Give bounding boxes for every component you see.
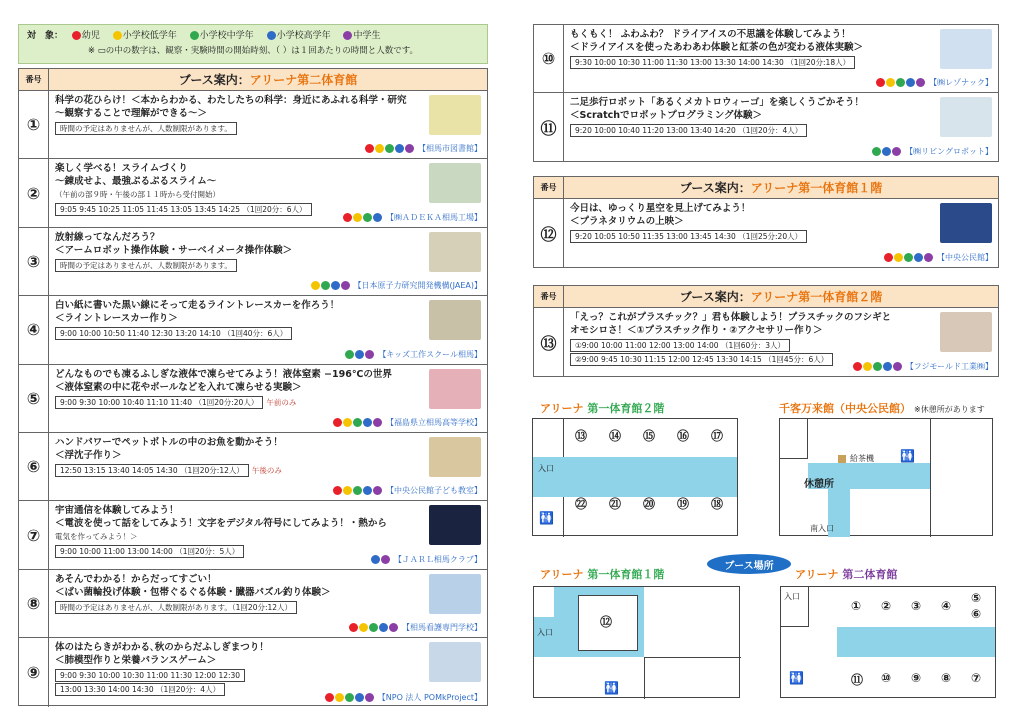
booth-5: ⑤ xyxy=(971,591,982,605)
target-dots xyxy=(371,555,391,564)
room xyxy=(644,657,741,699)
booth-22: ㉒ xyxy=(575,497,588,511)
target-dot-icon xyxy=(914,253,923,262)
legend-item-junior-high: 中学生 xyxy=(343,31,380,41)
target-dots xyxy=(349,623,399,632)
booth-time: 9:00 9:30 10:00 10:30 11:00 11:30 12:00 12:30 xyxy=(55,669,245,682)
booth-18: ⑱ xyxy=(711,497,724,511)
target-dots xyxy=(884,253,934,262)
booth-number: ⑥ xyxy=(19,433,49,500)
target-dot-icon xyxy=(886,78,895,87)
booth-7: ⑦ xyxy=(971,671,982,685)
booth-12: ⑫ xyxy=(600,615,613,629)
booth-number: ⑩ xyxy=(534,25,564,92)
booth-21: ㉑ xyxy=(609,497,622,511)
target-dot-icon xyxy=(904,253,913,262)
booth-organizer: 【NPO 法人 POMkProject】 xyxy=(325,691,482,704)
target-dot-icon xyxy=(343,213,352,222)
booth-row xyxy=(534,308,998,376)
booth-row xyxy=(19,638,487,706)
booth-subtitle: ～観察することで理解ができる～＞ xyxy=(55,108,208,119)
booth-photo xyxy=(940,29,992,69)
booth-number: ⑨ xyxy=(19,638,49,706)
legend-row xyxy=(27,29,479,44)
target-dot-icon xyxy=(333,486,342,495)
target-dot-icon xyxy=(321,281,330,290)
target-dot-icon xyxy=(353,213,362,222)
booth-row xyxy=(19,159,487,227)
booth-title: もくもく！ ふわふわ？ ドライアイスの不思議を体験してみよう！ xyxy=(570,29,851,40)
target-legend xyxy=(18,24,488,64)
booth-number: ⑧ xyxy=(19,570,49,637)
target-dot-icon xyxy=(355,350,364,359)
booth-number: ⑦ xyxy=(19,501,49,568)
booth-row xyxy=(19,91,487,159)
target-dot-icon xyxy=(873,362,882,371)
booth-photo xyxy=(429,95,481,135)
arena1-2f-booth-table xyxy=(533,285,999,377)
booth-time: 時間の予定はありませんが、人数制限があります。（1回20分:12人） xyxy=(55,601,297,614)
target-dot-icon xyxy=(405,144,414,153)
booth-16: ⑯ xyxy=(677,429,690,443)
table-header xyxy=(534,177,998,199)
booth-body xyxy=(49,638,487,706)
booth-organizer: 【㈱レゾナック】 xyxy=(876,76,993,89)
green-dot-icon xyxy=(190,31,199,40)
table-title: ブース案内： アリーナ第一体育館２階 xyxy=(679,290,883,304)
booth-time: ①9:00 10:00 11:00 12:00 13:00 14:00 （1回60分：3人） xyxy=(570,339,790,352)
booth-title: 白い紙に書いた黒い線にそって走るライントレースカーを作ろう！ xyxy=(55,300,340,312)
target-dots xyxy=(876,78,926,87)
booth-subtitle: ＜液体窒素の中に花やボールなどを入れて凍らせる実験＞ xyxy=(55,381,302,393)
booth-17: ⑰ xyxy=(711,429,724,443)
target-dots xyxy=(872,147,902,156)
booth-organizer: 【キッズ工作スクール相馬】 xyxy=(345,348,482,361)
booth-body xyxy=(49,365,487,432)
target-dot-icon xyxy=(896,78,905,87)
target-dot-icon xyxy=(341,281,350,290)
map-chikyaku xyxy=(779,418,993,536)
booth-2: ② xyxy=(881,599,892,613)
number-header: 番号 xyxy=(534,286,564,307)
booth-11: ⑪ xyxy=(851,673,864,687)
booth-time: 9:20 10:05 10:50 11:35 13:00 13:45 14:30 （1回25分:20人） xyxy=(570,230,807,243)
booth-body xyxy=(49,228,487,295)
booth-time: 12:50 13:15 13:40 14:05 14:30 （1回20分:12人） xyxy=(55,464,249,477)
map-arena1-1f xyxy=(533,586,740,698)
booth-row xyxy=(19,570,487,638)
target-dot-icon xyxy=(882,147,891,156)
target-dot-icon xyxy=(343,418,352,427)
target-dot-icon xyxy=(331,281,340,290)
booth-photo xyxy=(429,505,481,545)
booth-organizer: 【中央公民館】 xyxy=(884,251,993,264)
booth-subtitle: ＜浮沈子作り＞ xyxy=(55,449,122,461)
blue-dot-icon xyxy=(267,31,276,40)
target-dot-icon xyxy=(906,78,915,87)
table-title: ブース案内： アリーナ第一体育館１階 xyxy=(679,181,883,195)
booth-photo xyxy=(940,97,992,137)
booth-row xyxy=(534,93,998,161)
target-dot-icon xyxy=(395,144,404,153)
booth-number: ⑤ xyxy=(19,365,49,432)
target-dot-icon xyxy=(375,144,384,153)
target-dot-icon xyxy=(333,418,342,427)
target-dot-icon xyxy=(373,486,382,495)
booth-note: 電気を作ってみよう！＞ xyxy=(55,532,138,542)
booth-title: 宇宙通信を体験してみよう！ xyxy=(55,505,179,517)
yellow-dot-icon xyxy=(113,31,122,40)
booth-organizer: 【福島県立相馬高等学校】 xyxy=(333,416,482,429)
room-divider xyxy=(563,419,564,457)
restroom-icon: 🚻 xyxy=(604,681,619,695)
booth-photo xyxy=(429,437,481,477)
booth-title: 科学の花ひらけ！＜本からわかる、わたしたちの科学：身近にあふれる科学・研究 xyxy=(55,95,407,106)
booth-photo xyxy=(429,300,481,340)
target-dot-icon xyxy=(853,362,862,371)
booth-title: 体のはたらきがわかる､秋のからだふしぎまつり！ xyxy=(55,642,269,654)
room xyxy=(930,419,994,537)
booth-time-note: 午前のみ xyxy=(266,397,297,407)
booth-number: ② xyxy=(19,159,49,226)
booth-row xyxy=(19,365,487,433)
booth-subtitle: ＜ばい菌輪投げ体験・包帯ぐるぐる体験・臓器パズル釣り体験＞ xyxy=(55,586,331,598)
booth-19: ⑲ xyxy=(677,497,690,511)
target-dots xyxy=(343,213,383,222)
target-dots xyxy=(311,281,351,290)
booth-time: 時間の予定はありませんが、人数制限があります。 xyxy=(55,122,237,135)
corridor xyxy=(837,627,995,657)
number-header: 番号 xyxy=(534,177,564,198)
booth-number: ⑫ xyxy=(534,199,564,267)
booth-time-note: 午後のみ xyxy=(251,465,282,475)
booth-title: 二足歩行ロボット「あるくメカトロウィーゴ」を楽しくうごかそう！ xyxy=(570,97,864,108)
booth-row xyxy=(19,433,487,501)
booth-time: 9:00 10:00 10:50 11:40 12:30 13:20 14:10 （1回40分：6人） xyxy=(55,327,292,340)
booth-title: 「えっ？これがプラスチック？」君も体験しよう！プラスチックのフシギと xyxy=(570,312,892,323)
booth-body xyxy=(564,25,998,92)
booth-number: ⑪ xyxy=(534,93,564,161)
legend-label: 対 象： xyxy=(27,31,64,41)
target-dot-icon xyxy=(916,78,925,87)
booth-title: 楽しく学べる！スライムづくり xyxy=(55,163,188,175)
booth-body xyxy=(564,199,998,267)
map-title-arena2: アリーナ 第二体育館 xyxy=(795,568,898,581)
booth-row xyxy=(534,199,998,267)
target-dot-icon xyxy=(345,350,354,359)
booth-time: 9:30 10:00 10:30 11:00 11:30 13:00 13:30 14:00 14:30 （1回20分:18人） xyxy=(570,56,855,69)
legend-item-upper-elem: 小学校高学年 xyxy=(267,31,331,41)
target-dot-icon xyxy=(365,693,374,702)
target-dot-icon xyxy=(365,350,374,359)
booth-9: ⑨ xyxy=(911,671,922,685)
target-dot-icon xyxy=(335,693,344,702)
booth-body xyxy=(564,93,998,161)
target-dot-icon xyxy=(363,418,372,427)
rest-area-label: 休憩所 xyxy=(804,479,834,490)
booth-subtitle: ＜ライントレースカー作り＞ xyxy=(55,313,178,325)
restroom-icon: 🚻 xyxy=(900,449,915,463)
corridor xyxy=(533,457,737,497)
booth-15: ⑮ xyxy=(643,429,656,443)
target-dot-icon xyxy=(371,555,380,564)
target-dot-icon xyxy=(365,144,374,153)
booth-organizer: 【相馬看護専門学校】 xyxy=(349,621,482,634)
booth-3: ③ xyxy=(911,599,922,613)
booth-location-label: ブース場所 xyxy=(707,554,791,574)
target-dot-icon xyxy=(924,253,933,262)
arena1-1f-booth-table xyxy=(533,176,999,268)
booth-20: ⑳ xyxy=(643,497,656,511)
booth-row xyxy=(19,501,487,569)
room xyxy=(780,419,808,459)
target-dot-icon xyxy=(872,147,881,156)
target-dots xyxy=(325,693,375,702)
booth-10: ⑩ xyxy=(881,671,892,685)
table-header xyxy=(19,69,487,91)
booth-photo xyxy=(940,312,992,352)
table-title: ブース案内： アリーナ第二体育館 xyxy=(178,73,358,87)
booth-photo xyxy=(429,232,481,272)
booth-body xyxy=(49,91,487,158)
purple-dot-icon xyxy=(343,31,352,40)
booth-organizer: 【ＪＡＲＬ相馬クラブ】 xyxy=(371,553,482,566)
booth-13: ⑬ xyxy=(575,429,588,443)
target-dot-icon xyxy=(345,693,354,702)
legend-item-toddler: 幼児 xyxy=(72,31,100,41)
booth-1: ① xyxy=(851,599,862,613)
booth-title: ハンドパワーでペットボトルの中のお魚を動かそう！ xyxy=(55,436,283,448)
booth-row xyxy=(534,25,998,93)
table-header xyxy=(534,286,998,308)
booth-organizer: 【フジモールド工業㈱】 xyxy=(853,360,993,373)
map-title-arena1-2f: アリーナ 第一体育館２階 xyxy=(540,402,665,415)
target-dot-icon xyxy=(325,693,334,702)
booth-subtitle: ＜ドライアイスを使ったあわあわ体験と紅茶の色が変わる液体実験＞ xyxy=(570,42,863,53)
target-dot-icon xyxy=(369,623,378,632)
booth-body xyxy=(49,501,487,568)
restroom-icon: 🚻 xyxy=(539,511,554,525)
booth-8: ⑧ xyxy=(941,671,952,685)
booth-title: あそんでわかる！からだってすごい！ xyxy=(55,573,217,585)
booth-time-2: ②9:00 9:45 10:30 11:15 12:00 12:45 13:30 14:15 （1回45分：6人） xyxy=(570,353,833,366)
target-dot-icon xyxy=(876,78,885,87)
target-dot-icon xyxy=(381,555,390,564)
booth-photo xyxy=(429,369,481,409)
legend-note: ※ ▭の中の数字は、観察・実験時間の開始時刻、（ ）は１回あたりの時間と人数です。 xyxy=(87,46,419,56)
booth-title: 今日は、ゆっくり星空を見上げてみよう！ xyxy=(570,203,751,214)
booth-subtitle: ＜肺模型作りと栄養バランスゲーム＞ xyxy=(55,655,217,667)
target-dot-icon xyxy=(349,623,358,632)
booth-6: ⑥ xyxy=(971,607,982,621)
room-divider xyxy=(563,497,564,537)
booth-body xyxy=(49,433,487,500)
booth-subtitle: ＜プラネタリウムの上映＞ xyxy=(570,216,684,227)
target-dot-icon xyxy=(863,362,872,371)
booth-body xyxy=(49,159,487,226)
target-dots xyxy=(345,350,375,359)
booth-body xyxy=(564,308,998,376)
legend-item-mid-elem: 小学校中学年 xyxy=(190,31,254,41)
booth-body xyxy=(49,296,487,363)
target-dots xyxy=(333,486,383,495)
entrance-label: 入口 xyxy=(784,592,800,601)
red-dot-icon xyxy=(72,31,81,40)
booth-body xyxy=(49,570,487,637)
restroom-icon: 🚻 xyxy=(789,671,804,685)
south-entrance-label: 南入口 xyxy=(810,524,834,533)
tea-machine-label: 給茶機 xyxy=(850,454,874,463)
booth-subtitle: ＜電波を使って話をしてみよう！文字をデジタル符号にしてみよう！・熱から xyxy=(55,518,387,530)
booth-note: （午前の部９時・午後の部１１時から受付開始） xyxy=(55,190,220,200)
target-dot-icon xyxy=(373,213,382,222)
booth-row xyxy=(19,228,487,296)
target-dot-icon xyxy=(389,623,398,632)
target-dot-icon xyxy=(353,418,362,427)
target-dot-icon xyxy=(355,693,364,702)
booth-organizer: 【相馬市図書館】 xyxy=(365,142,482,155)
entrance-label: 入口 xyxy=(538,464,554,473)
booth-table-10-11 xyxy=(533,24,999,162)
booth-number: ① xyxy=(19,91,49,158)
tea-machine-icon xyxy=(838,455,846,463)
target-dot-icon xyxy=(884,253,893,262)
target-dots xyxy=(333,418,383,427)
booth-organizer: 【中央公民館子ども教室】 xyxy=(333,484,482,497)
booth-subtitle: ＜Scratchでロボットプログラミング体験＞ xyxy=(570,110,763,121)
target-dot-icon xyxy=(385,144,394,153)
entrance-label: 入口 xyxy=(537,628,553,637)
map-arena1-2f xyxy=(532,418,738,536)
booth-number: ⑬ xyxy=(534,308,564,376)
map-title-arena1-1f: アリーナ 第一体育館１階 xyxy=(540,568,665,581)
target-dot-icon xyxy=(894,253,903,262)
number-header: 番号 xyxy=(19,69,49,90)
map-arena2 xyxy=(780,586,996,698)
target-dot-icon xyxy=(379,623,388,632)
booth-number: ③ xyxy=(19,228,49,295)
booth-time: 9:00 9:30 10:00 10:40 11:10 11:40 （1回20分:20人） xyxy=(55,396,263,409)
target-dot-icon xyxy=(363,486,372,495)
target-dots xyxy=(365,144,415,153)
booth-title: 放射線ってなんだろう？ xyxy=(55,231,160,243)
booth-row xyxy=(19,296,487,364)
target-dot-icon xyxy=(363,213,372,222)
booth-subtitle: オモシロさ！＜①プラスチック作り・②アクセサリー作り＞ xyxy=(570,325,823,336)
booth-photo xyxy=(429,642,481,682)
target-dot-icon xyxy=(893,362,902,371)
booth-time: 9:05 9:45 10:25 11:05 11:45 13:05 13:45 14:25 （1回20分：6人） xyxy=(55,203,312,216)
booth-time: 9:00 10:00 11:00 13:00 14:00 （1回20分：5人） xyxy=(55,545,244,558)
map-title-chikyaku: 千客万来館（中央公民館） ※休憩所があります xyxy=(779,402,985,415)
booth-number: ④ xyxy=(19,296,49,363)
booth-4: ④ xyxy=(941,599,952,613)
arena2-booth-table xyxy=(18,68,488,706)
target-dot-icon xyxy=(892,147,901,156)
booth-photo xyxy=(429,574,481,614)
booth-photo xyxy=(940,203,992,243)
booth-organizer: 【日本原子力研究開発機構(JAEA)】 xyxy=(311,279,482,292)
booth-organizer: 【㈱リビングロボット】 xyxy=(872,145,993,158)
booth-title: どんなものでも凍るふしぎな液体で凍らせてみよう！液体窒素 −196℃の世界 xyxy=(55,368,392,380)
target-dot-icon xyxy=(373,418,382,427)
booth-subtitle: ＜アームロボット操作体験・サーベイメータ操作体験＞ xyxy=(55,244,293,256)
booth-subtitle: ～錬成せよ、最強ぷるぷるスライム～ xyxy=(55,176,217,188)
booth-time-2: 13:00 13:30 14:00 14:30 （1回20分：4人） xyxy=(55,683,225,696)
booth-14: ⑭ xyxy=(609,429,622,443)
target-dot-icon xyxy=(359,623,368,632)
target-dot-icon xyxy=(343,486,352,495)
target-dot-icon xyxy=(311,281,320,290)
target-dot-icon xyxy=(883,362,892,371)
booth-photo xyxy=(429,163,481,203)
legend-item-lower-elem: 小学校低学年 xyxy=(113,31,177,41)
target-dot-icon xyxy=(353,486,362,495)
target-dots xyxy=(853,362,903,371)
booth-time: 9:20 10:00 10:40 11:20 13:00 13:40 14:20 （1回20分：4人） xyxy=(570,124,807,137)
booth-time: 時間の予定はありませんが、人数制限があります。 xyxy=(55,259,237,272)
booth-organizer: 【㈱ＡＤＥＫＡ相馬工場】 xyxy=(343,211,482,224)
